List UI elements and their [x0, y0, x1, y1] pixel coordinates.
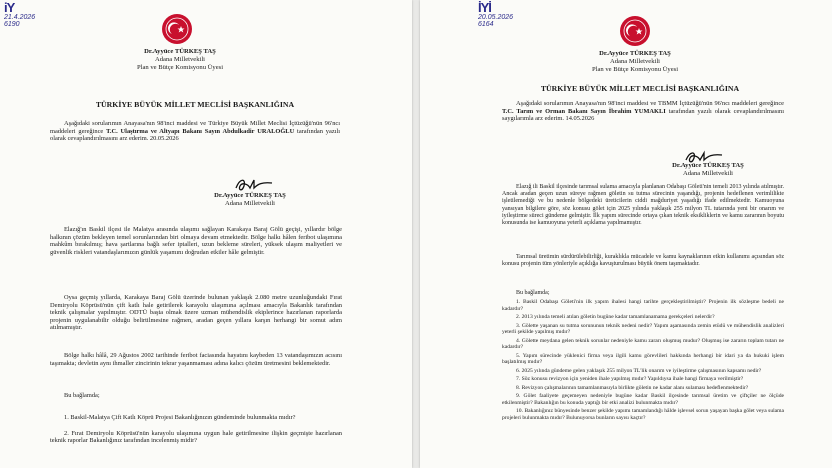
list-item: 3. Gölette yaşanan su tutma sorununun teknik nedeni nedir? Yapım aşamasında zemin etüdü ve mühendislik analizleri yeterli şekilde yapılmış mıdır? — [502, 322, 784, 335]
list-item: 10. Bakanlığınız bünyesinde benzer şekilde yapımı tamamlandığı hâlde işlevsel sorun yaşayan başka gölet veya sulama projeleri bulunmakta mıdır? Bulunuyorsa bunların sayısı kaçtır? — [502, 408, 784, 421]
list-intro: Bu bağlamda; — [64, 392, 100, 399]
deputy-name: Dr.Ayyüce TÜRKEŞ TAŞ — [599, 50, 671, 57]
intro-paragraph — [50, 120, 340, 143]
document-page-right — [420, 0, 832, 468]
deputy-header — [535, 50, 735, 75]
party-logo-icon: İYİ — [478, 0, 491, 15]
intro-paragraph — [502, 100, 784, 123]
question-list — [50, 414, 342, 447]
intro-date: tarafından yazılı olarak cevaplandırılmasını arz ederim. 20.05.2026 — [50, 127, 340, 143]
list-item: 6. 2025 yılında gündeme gelen yaklaşık 255 milyon TL'lik onarım ve iyileştirme çalışmasının kapsamı nedir? — [516, 367, 762, 374]
body-paragraph-1: Elazığ'ın Baskil ilçesi ile Malatya arasında ulaşımı sağlayan Karakaya Baraj Gölü geçişi, yıllardır bölge halkının çözüm bekleyen temel sorunlarından biri olmaya devam etmektedir. Bölge halkı hâlen feribot ulaşımına mahkûm bırakılmış; hava şartlarına bağlı sefer iptalleri, uzun bekleme süreleri, yüksek ulaşım maliyetleri ve güvenlik riskleri vatandaşlarımızın günlük yaşamını doğrudan etkiler hâle gelmiştir. — [50, 226, 342, 256]
list-item: 1. Baskil Odabaşı Göleti'nin ilk yapım ihalesi hangi tarihte gerçekleştirilmiştir? Projenin ilk sözleşme bedeli ne kadardır? — [502, 299, 784, 312]
list-intro: Bu bağlamda; — [516, 290, 550, 296]
intro-text: Aşağıdaki sorularımın Anayasa'nın 98'inci maddesi ve Türkiye Büyük Millet Meclisi İçtüzüğü'nün 96'ncı maddeleri gereğince — [50, 120, 340, 135]
document-title: TÜRKİYE BÜYÜK MİLLET MECLİSİ BAŞKANLIĞINA — [540, 84, 740, 93]
deputy-name: Dr.Ayyüce TÜRKEŞ TAŞ — [144, 48, 216, 55]
deputy-committee: Plan ve Bütçe Komisyonu Üyesi — [136, 64, 224, 72]
tbmm-emblem-icon — [162, 14, 192, 44]
intro-text: Aşağıdaki sorularımın Anayasa'nın 98'inci maddesi ve TBMM İçtüzüğü'nün 96'ncı maddeleri gereğince — [516, 100, 784, 107]
registry-stamp — [4, 1, 35, 28]
list-item: 5. Yapım sürecinde yüklenici firma veya ilgili kamu görevlileri hakkında herhangi bir idari ya da hukuki işlem başlatılmış mıdır? — [502, 352, 784, 365]
question-list — [502, 299, 784, 423]
list-item: 7. Söz konusu revizyon için yeniden ihale yapılmış mıdır? Yapıldıysa ihale hangi firmaya verilmiştir? — [516, 376, 744, 382]
list-item: 2. Fırat Demiryolu Köprüsü'nün karayolu ulaşımına uygun hale getirilmesine ilişkin geçmişte hazırlanan teknik raporlar Bakanlığınız tarafından incelenmiş midir? — [50, 429, 342, 445]
deputy-role: Adana Milletvekili — [610, 58, 660, 66]
party-logo-icon: iY — [4, 0, 15, 15]
signature-name: Dr.Ayyüce TÜRKEŞ TAŞ — [214, 192, 286, 199]
signature-block — [200, 192, 300, 208]
signature-block — [658, 162, 758, 178]
body-paragraph-3: Bölge halkı hâlâ, 29 Ağustos 2002 tarihinde feribot faciasında hayatını kaybeden 13 vatandaşımızın acısını taşımakta; devletin aynı ihmaller zincirinin tekrar yaşanmaması adına kalıcı çözüm üretmesini beklemektedir. — [50, 352, 342, 367]
list-item: 4. Gölette meydana gelen teknik sorunlar nedeniyle kamu zararı oluşmuş mudur? Oluşmuş ise zararın toplam tutarı ne kadardır? — [502, 337, 784, 350]
list-item: 8. Revizyon çalışmalarının tamamlanmasıyla birlikte göletin ne kadar alanı sulaması hedeflenmektedir? — [516, 384, 749, 391]
signature-name: Dr.Ayyüce TÜRKEŞ TAŞ — [672, 162, 744, 169]
stamp-number: 6190 — [4, 21, 20, 28]
document-title: TÜRKİYE BÜYÜK MİLLET MECLİSİ BAŞKANLIĞINA — [95, 100, 295, 109]
body-paragraph-2: Oysa geçmiş yıllarda, Karakaya Baraj Gölü üzerinde bulunan yaklaşık 2.080 metre uzunluğundaki Fırat Demiryolu Köprüsü'nün çift katlı hale getirilerek karayolu ulaşımına açılması amacıyla Bakanlık tarafından teknik çalışmalar yapılmıştır. ODTÜ başta olmak üzere uzman mühendislik ekiplerince hazırlanan raporlarda projenin uygulanabilir olduğu belirtilmesine rağmen, aradan geçen yıllara karşın herhangi bir somut adım atılmamıştır. — [50, 294, 342, 332]
signature-role: Adana Milletvekili — [683, 170, 733, 177]
minister-name: T.C. Ulaştırma ve Altyapı Bakanı Sayın Abdulkadir URALOĞLU — [106, 127, 295, 135]
registry-stamp — [478, 1, 513, 28]
minister-name: T.C. Tarım ve Orman Bakanı Sayın İbrahim YUMAKLI — [502, 107, 666, 115]
stamp-date: 20.05.2026 — [478, 14, 514, 21]
document-page-left — [0, 0, 412, 468]
list-item: 2. 2013 yılında temeli atılan göletin bugüne kadar tamamlanamama gerekçeleri nelerdir? — [516, 314, 715, 320]
body-paragraph-2: Tarımsal üretimin sürdürülebilirliği, kuraklıkla mücadele ve kamu kaynaklarının etkin kullanımı açısından söz konusu projenin tüm yönleriyle açıklığa kavuşturulması büyük önem taşımaktadır. — [502, 254, 784, 268]
deputy-committee: Plan ve Bütçe Komisyonu Üyesi — [591, 66, 679, 74]
stamp-date: 21.4.2026 — [4, 14, 36, 21]
deputy-role: Adana Milletvekili — [155, 56, 205, 64]
stamp-number: 6164 — [478, 21, 494, 28]
list-item: 9. Gölet faaliyete geçemeyen nedeniyle bugüne kadar Baskil ilçesinde tarımsal üretim ve çiftçiler ne ölçüde etkilenmiştir? Bakanlığın bu konuda yaptığı bir etki analizi bulunmakta mıdır? — [502, 393, 784, 406]
body-paragraph-1: Elazığ ili Baskil ilçesinde tarımsal sulama amacıyla planlanan Odabaşı Göleti'nin temeli 2013 yılında atılmıştır. Ancak aradan geçen uzun süreye rağmen göletin su tutma sürecinin yaşandığı, projenin hedeflenen verimlilikte işletilemediği ve bu nedenle bölgedeki üreticilerin ciddi mağduriyet yaşadığı ifade edilmektedir. Kamuoyuna yansıyan bilgilere göre, söz konusu gölet için 2025 yılında yaklaşık 255 milyon TL tutarında yeni bir onarım ve iyileştirme süreci gündeme gelmiştir. İlk yapım sürecinde ortaya çıkan teknik eksikliklerin ve kamu zararının boyutu konusunda ise kamuoyuna yeterli açıklama yapılmamıştır. — [502, 184, 784, 227]
signature-role: Adana Milletvekili — [225, 200, 275, 207]
tbmm-emblem-icon — [620, 16, 650, 46]
intro-date: tarafından yazılı olarak cevaplandırılmasını saygılarımla arz ederim. 14.05.2026 — [502, 107, 785, 123]
list-item: 1. Baskil-Malatya Çift Katlı Köprü Projesi Bakanlığınızın gündeminde bulunmakta mıdır? — [64, 414, 296, 421]
deputy-header — [80, 48, 280, 73]
